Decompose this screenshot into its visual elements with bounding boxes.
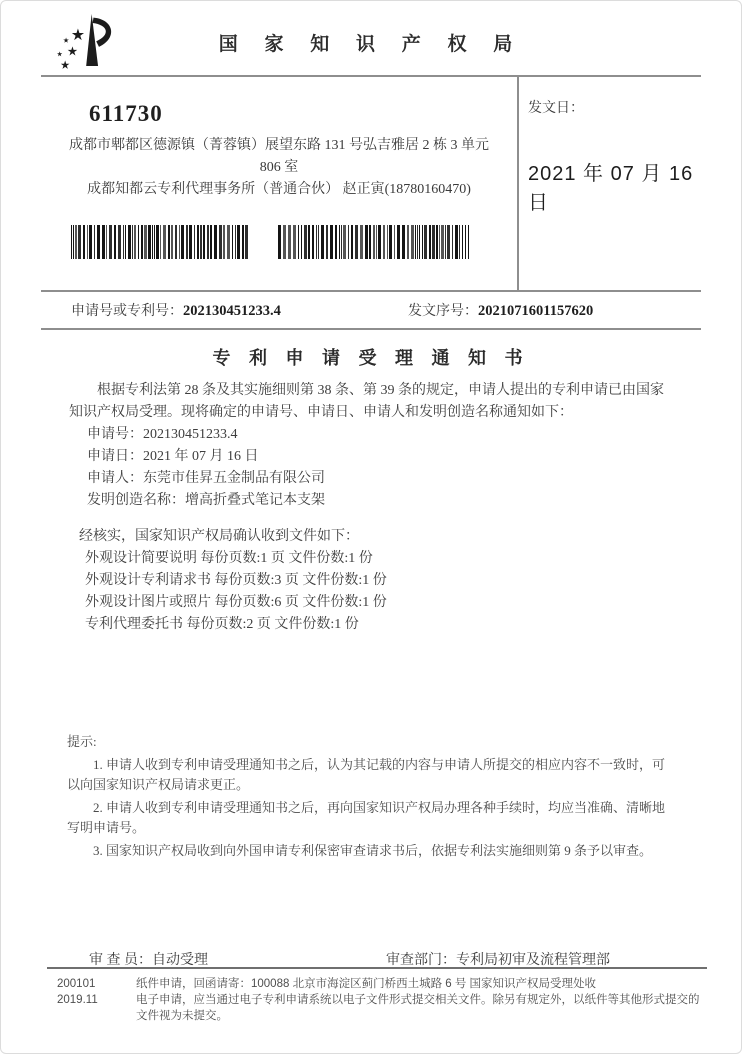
field-value: 2021 年 07 月 16 日 xyxy=(143,449,259,464)
serial-number-value: 2021071601157620 xyxy=(478,303,594,319)
field-value: 增高折叠式笔记本支架 xyxy=(185,493,325,508)
field-label: 发明创造名称： xyxy=(87,493,185,508)
field-value: 东莞市佳昇五金制品有限公司 xyxy=(143,471,325,486)
barcode xyxy=(71,225,249,259)
hint-item: 1. 申请人收到专利申请受理通知书之后，认为其记载的内容与申请人所提交的相应内容不一致时，可以向国家知识产权局请求更正。 xyxy=(67,757,666,792)
field-applicant xyxy=(69,468,675,490)
received-doc-item: 外观设计图片或照片 每份页数:6 页 文件份数:1 份 xyxy=(85,595,387,610)
examiner-label: 审 查 员： xyxy=(89,953,152,968)
form-date: 2019.11 xyxy=(57,994,98,1006)
received-doc-item: 外观设计简要说明 每份页数:1 页 文件份数:1 份 xyxy=(85,551,373,566)
mail-address-cell xyxy=(41,77,517,290)
issue-date-label: 发文日： xyxy=(528,101,584,116)
notice-body xyxy=(69,380,675,636)
mail-info-block xyxy=(41,77,701,292)
serial-number-group xyxy=(408,300,593,320)
footer-electronic-line: 电子申请，应当通过电子专利申请系统以电子文件形式提交相关文件。除另有规定外，以纸件等其他形式提交的文件视为未提交。 xyxy=(136,994,700,1022)
examiner-value: 自动受理 xyxy=(152,953,208,968)
application-number-label: 申请号或专利号： xyxy=(71,304,183,319)
field-application-date xyxy=(69,446,675,468)
agency-title: 国 家 知 识 产 权 局 xyxy=(218,34,524,55)
received-doc-item: 专利代理委托书 每份页数:2 页 文件份数:1 份 xyxy=(85,617,359,632)
received-doc-item: 外观设计专利请求书 每份页数:3 页 文件份数:1 份 xyxy=(85,573,387,588)
form-code-column xyxy=(47,976,136,1024)
application-number-value: 202130451233.4 xyxy=(183,303,281,319)
footer-text-column xyxy=(136,976,707,1024)
barcode xyxy=(278,225,474,259)
issue-date-box xyxy=(517,77,701,290)
notice-title: 专 利 申 请 受 理 通 知 书 xyxy=(212,348,530,368)
field-label: 申请号： xyxy=(87,427,143,442)
intro-paragraph: 根据专利法第 28 条及其实施细则第 38 条、第 39 条的规定，申请人提出的专利申请已由国家知识产权局受理。现将确定的申请号、申请日、申请人和发明创造名称通知如下： xyxy=(69,383,664,420)
department-group xyxy=(386,949,610,969)
hint-item: 3. 国家知识产权局收到向外国申请专利保密审查请求书后，依据专利法实施细则第 9 条予以审查。 xyxy=(93,843,653,858)
postal-code: 611730 xyxy=(89,101,163,126)
serial-number-label: 发文序号： xyxy=(408,304,478,319)
department-label: 审查部门： xyxy=(386,953,456,968)
field-application-no xyxy=(69,424,675,446)
footer-paper-line: 纸件申请，回函请寄：100088 北京市海淀区蓟门桥西土城路 6 号 国家知识产权局受理处收 xyxy=(136,978,597,990)
application-number-group xyxy=(71,300,408,320)
received-docs-intro: 经核实，国家知识产权局确认收到文件如下： xyxy=(79,529,359,544)
form-code: 200101 xyxy=(57,978,96,990)
issue-date-value: 2021 年 07 月 16 日 xyxy=(528,163,694,214)
field-label: 申请人： xyxy=(87,471,143,486)
hints-title: 提示: xyxy=(67,734,97,749)
hints-section xyxy=(67,732,675,861)
barcode-row xyxy=(71,225,517,259)
address-line-2: 806 室 xyxy=(259,160,299,175)
signoff-row xyxy=(41,949,701,969)
address-line-1: 成都市郫都区德源镇（菁蓉镇）展望东路 131 号弘吉雅居 2 栋 3 单元 xyxy=(69,138,489,153)
field-invention-title xyxy=(69,490,675,512)
page-footer xyxy=(47,967,707,1024)
page-header xyxy=(41,1,701,77)
field-value: 202130451233.4 xyxy=(143,427,238,442)
recipient-line: 成都知都云专利代理事务所（普通合伙） 赵正寅(18780160470) xyxy=(87,182,471,197)
examiner-group xyxy=(89,949,386,969)
field-label: 申请日： xyxy=(87,449,143,464)
hint-item: 2. 申请人收到专利申请受理通知书之后，再向国家知识产权局办理各种手续时，均应当准确、清晰地写明申请号。 xyxy=(67,800,666,835)
reference-row xyxy=(41,292,701,330)
department-value: 专利局初审及流程管理部 xyxy=(456,953,610,968)
